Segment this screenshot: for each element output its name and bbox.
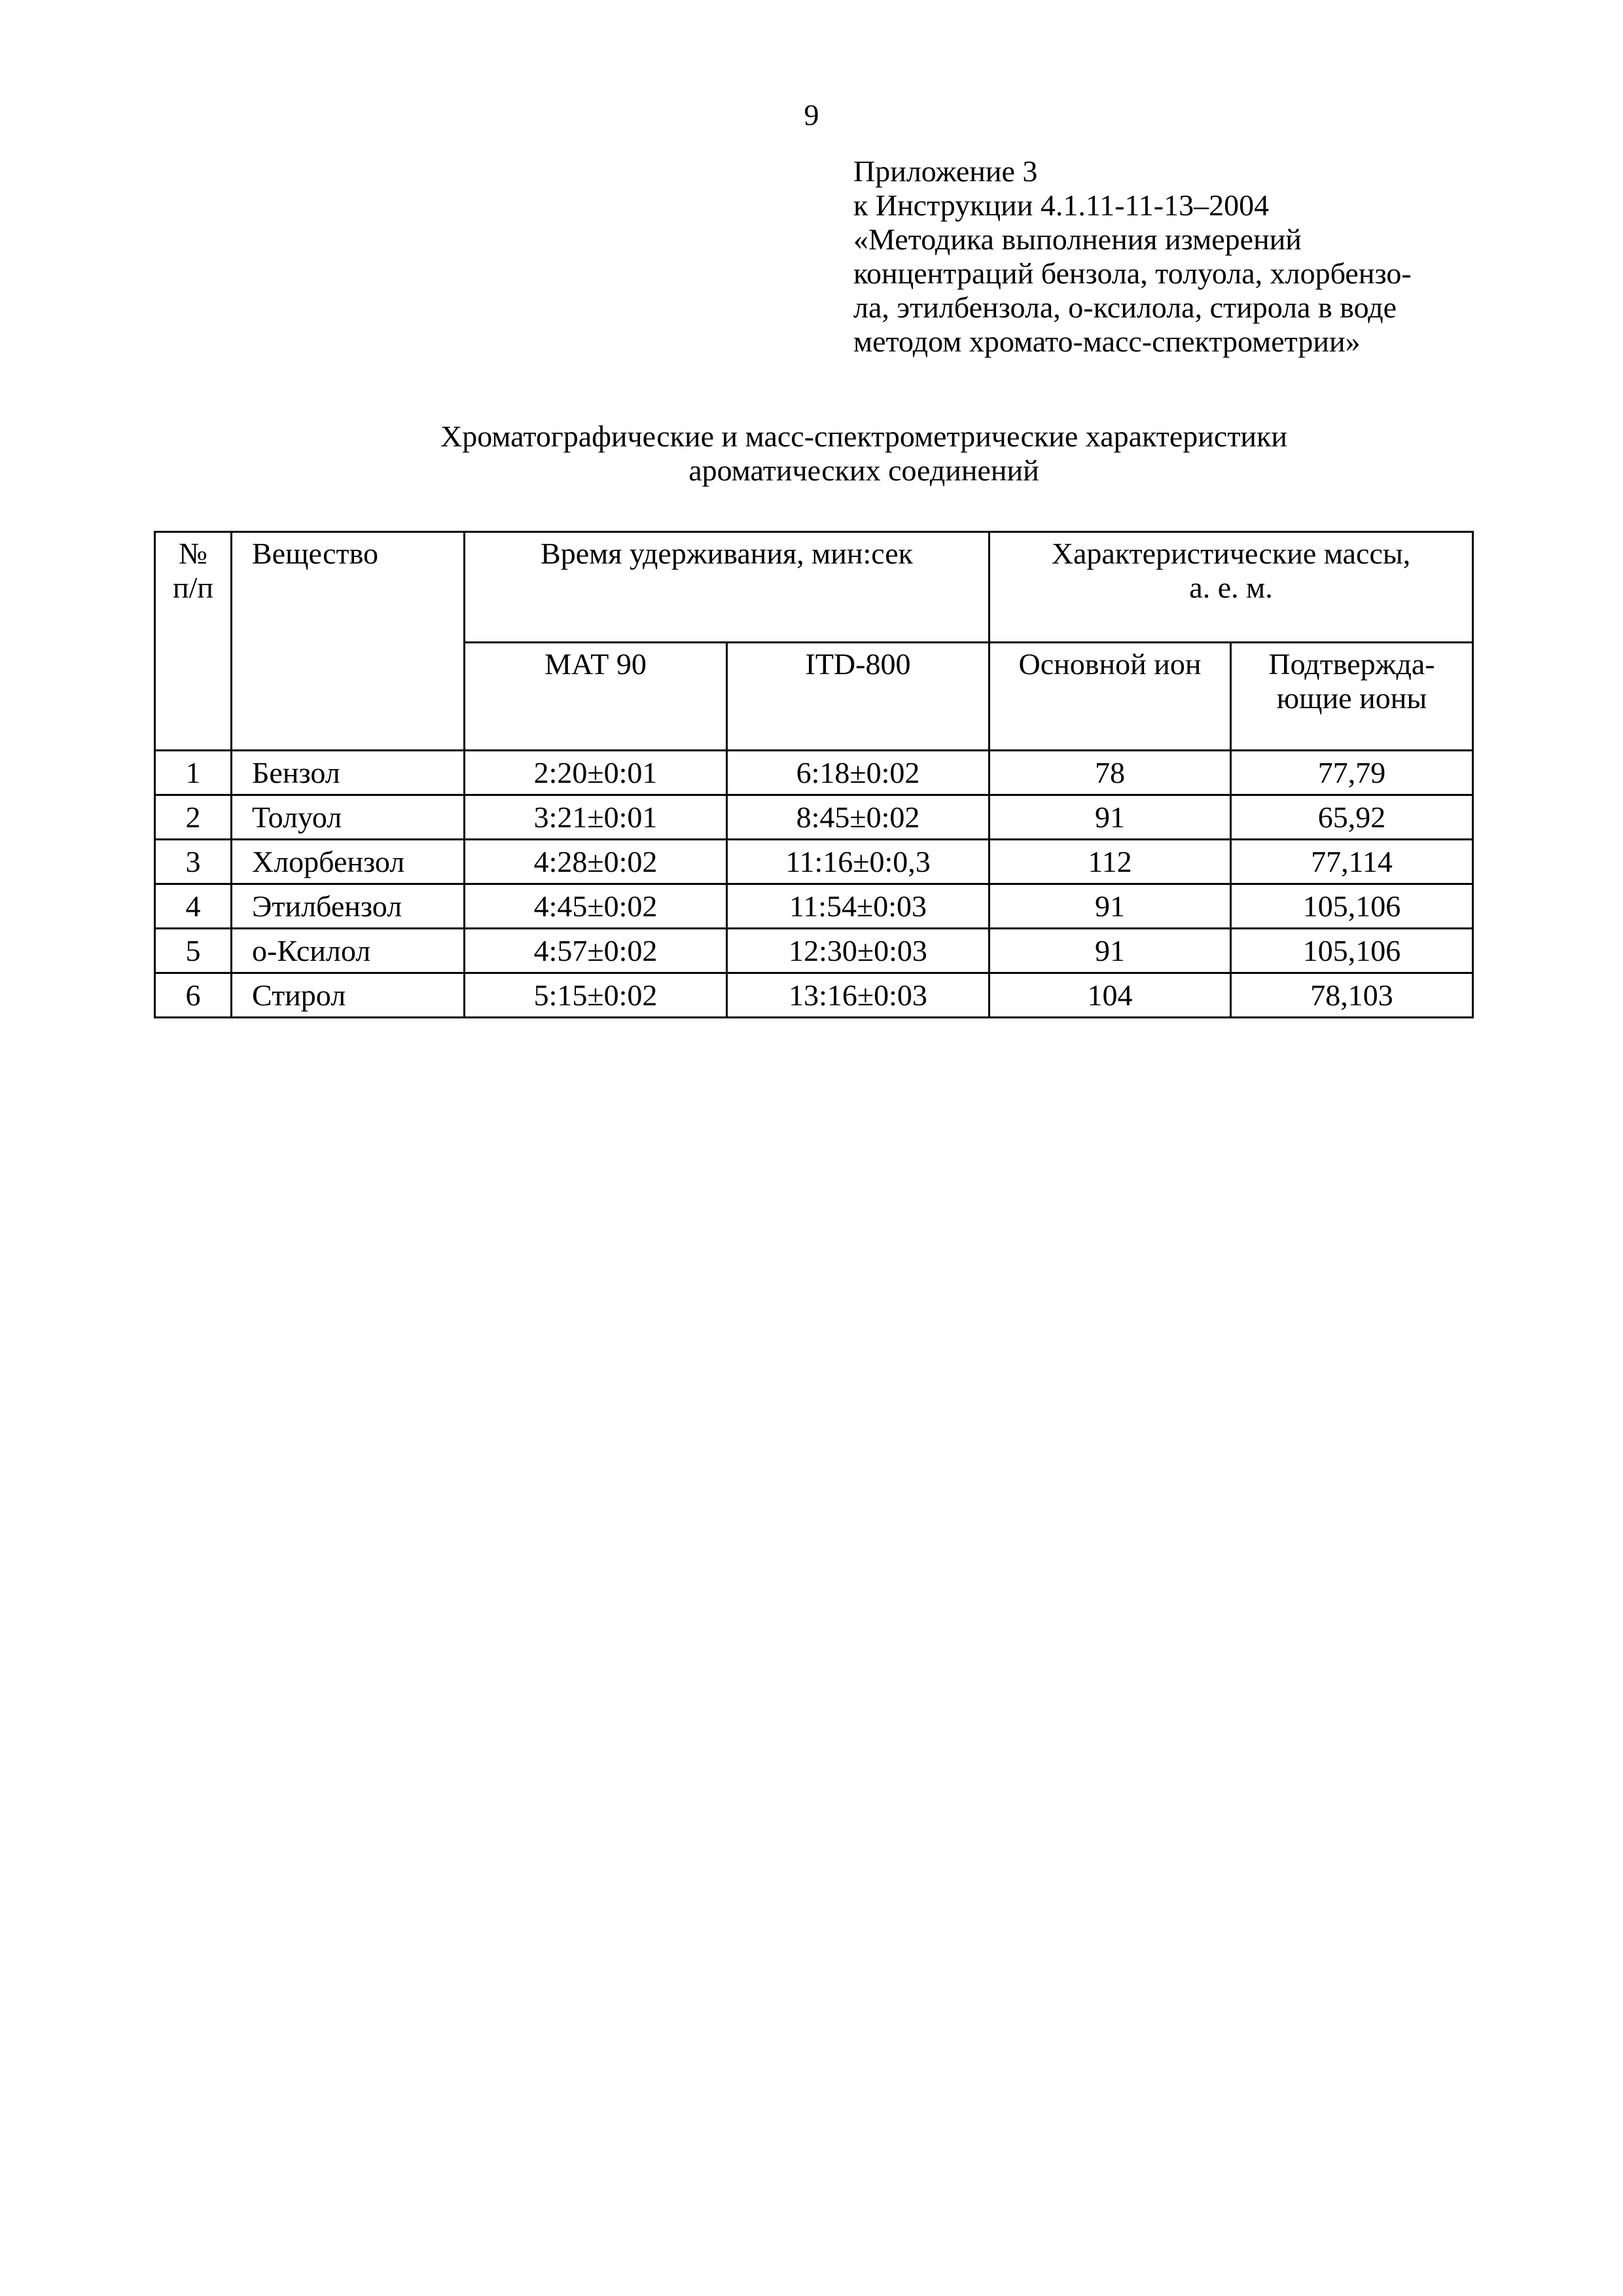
appendix-line: концентраций бензола, толуола, хлорбензо- — [853, 257, 1412, 290]
cell-number: 1 — [155, 751, 232, 795]
cell-main-ion: 78 — [990, 751, 1231, 795]
characteristics-table — [154, 531, 1474, 1018]
header-confirming-ions — [1231, 643, 1473, 751]
appendix-reference — [853, 154, 1521, 359]
table-row — [155, 840, 1473, 884]
header-confirming-line-2: ющие ионы — [1276, 681, 1427, 715]
appendix-line: ла, этилбензола, о-ксилола, стирола в воде — [853, 291, 1397, 324]
cell-substance: о-Ксилол — [232, 929, 465, 973]
cell-itd800: 6:18±0:02 — [727, 751, 990, 795]
cell-confirming-ions: 105,106 — [1231, 929, 1473, 973]
cell-number: 6 — [155, 973, 232, 1018]
title-line-2: ароматических соединений — [688, 454, 1039, 487]
cell-number: 5 — [155, 929, 232, 973]
document-title — [157, 420, 1571, 488]
cell-confirming-ions: 77,114 — [1231, 840, 1473, 884]
appendix-line: Приложение 3 — [853, 154, 1038, 188]
cell-mat90: 3:21±0:01 — [465, 795, 727, 840]
cell-itd800: 11:16±0:0,3 — [727, 840, 990, 884]
cell-substance: Этилбензол — [232, 884, 465, 929]
cell-mat90: 4:57±0:02 — [465, 929, 727, 973]
cell-mat90: 4:45±0:02 — [465, 884, 727, 929]
cell-number: 3 — [155, 840, 232, 884]
header-itd800: ITD-800 — [727, 643, 990, 751]
header-number-cell — [155, 532, 232, 751]
page-number: 9 — [804, 98, 819, 132]
header-substance: Вещество — [232, 532, 465, 751]
cell-itd800: 13:16±0:03 — [727, 973, 990, 1018]
header-number-symbol: № — [179, 537, 207, 570]
cell-itd800: 11:54±0:03 — [727, 884, 990, 929]
cell-confirming-ions: 105,106 — [1231, 884, 1473, 929]
cell-confirming-ions: 65,92 — [1231, 795, 1473, 840]
cell-number: 2 — [155, 795, 232, 840]
cell-substance: Хлорбензол — [232, 840, 465, 884]
table-row — [155, 973, 1473, 1018]
table-row — [155, 795, 1473, 840]
cell-main-ion: 91 — [990, 929, 1231, 973]
cell-itd800: 8:45±0:02 — [727, 795, 990, 840]
cell-itd800: 12:30±0:03 — [727, 929, 990, 973]
cell-mat90: 4:28±0:02 — [465, 840, 727, 884]
header-masses-line-1: Характеристические массы, — [1051, 537, 1411, 570]
cell-substance: Стирол — [232, 973, 465, 1018]
cell-mat90: 5:15±0:02 — [465, 973, 727, 1018]
cell-number: 4 — [155, 884, 232, 929]
appendix-line: «Методика выполнения измерений — [853, 223, 1302, 256]
header-number-abbr: п/п — [172, 571, 213, 604]
appendix-line: к Инструкции 4.1.11-11-13–2004 — [853, 188, 1270, 222]
title-line-1: Хроматографические и масс-спектрометрические характеристики — [440, 420, 1288, 453]
table-row — [155, 884, 1473, 929]
cell-substance: Бензол — [232, 751, 465, 795]
table-header-row — [155, 532, 1473, 643]
cell-mat90: 2:20±0:01 — [465, 751, 727, 795]
cell-confirming-ions: 78,103 — [1231, 973, 1473, 1018]
table-row — [155, 751, 1473, 795]
cell-main-ion: 91 — [990, 884, 1231, 929]
appendix-line: методом хромато-масс-спектрометрии» — [853, 325, 1361, 358]
header-retention-time: Время удерживания, мин:сек — [465, 532, 990, 643]
table-row — [155, 929, 1473, 973]
header-mat90: МАТ 90 — [465, 643, 727, 751]
header-characteristic-masses — [990, 532, 1473, 643]
header-masses-line-2: а. е. м. — [1189, 571, 1273, 604]
header-confirming-line-1: Подтвержда- — [1268, 647, 1435, 681]
header-main-ion: Основной ион — [990, 643, 1231, 751]
cell-main-ion: 104 — [990, 973, 1231, 1018]
cell-main-ion: 112 — [990, 840, 1231, 884]
cell-confirming-ions: 77,79 — [1231, 751, 1473, 795]
cell-substance: Толуол — [232, 795, 465, 840]
cell-main-ion: 91 — [990, 795, 1231, 840]
